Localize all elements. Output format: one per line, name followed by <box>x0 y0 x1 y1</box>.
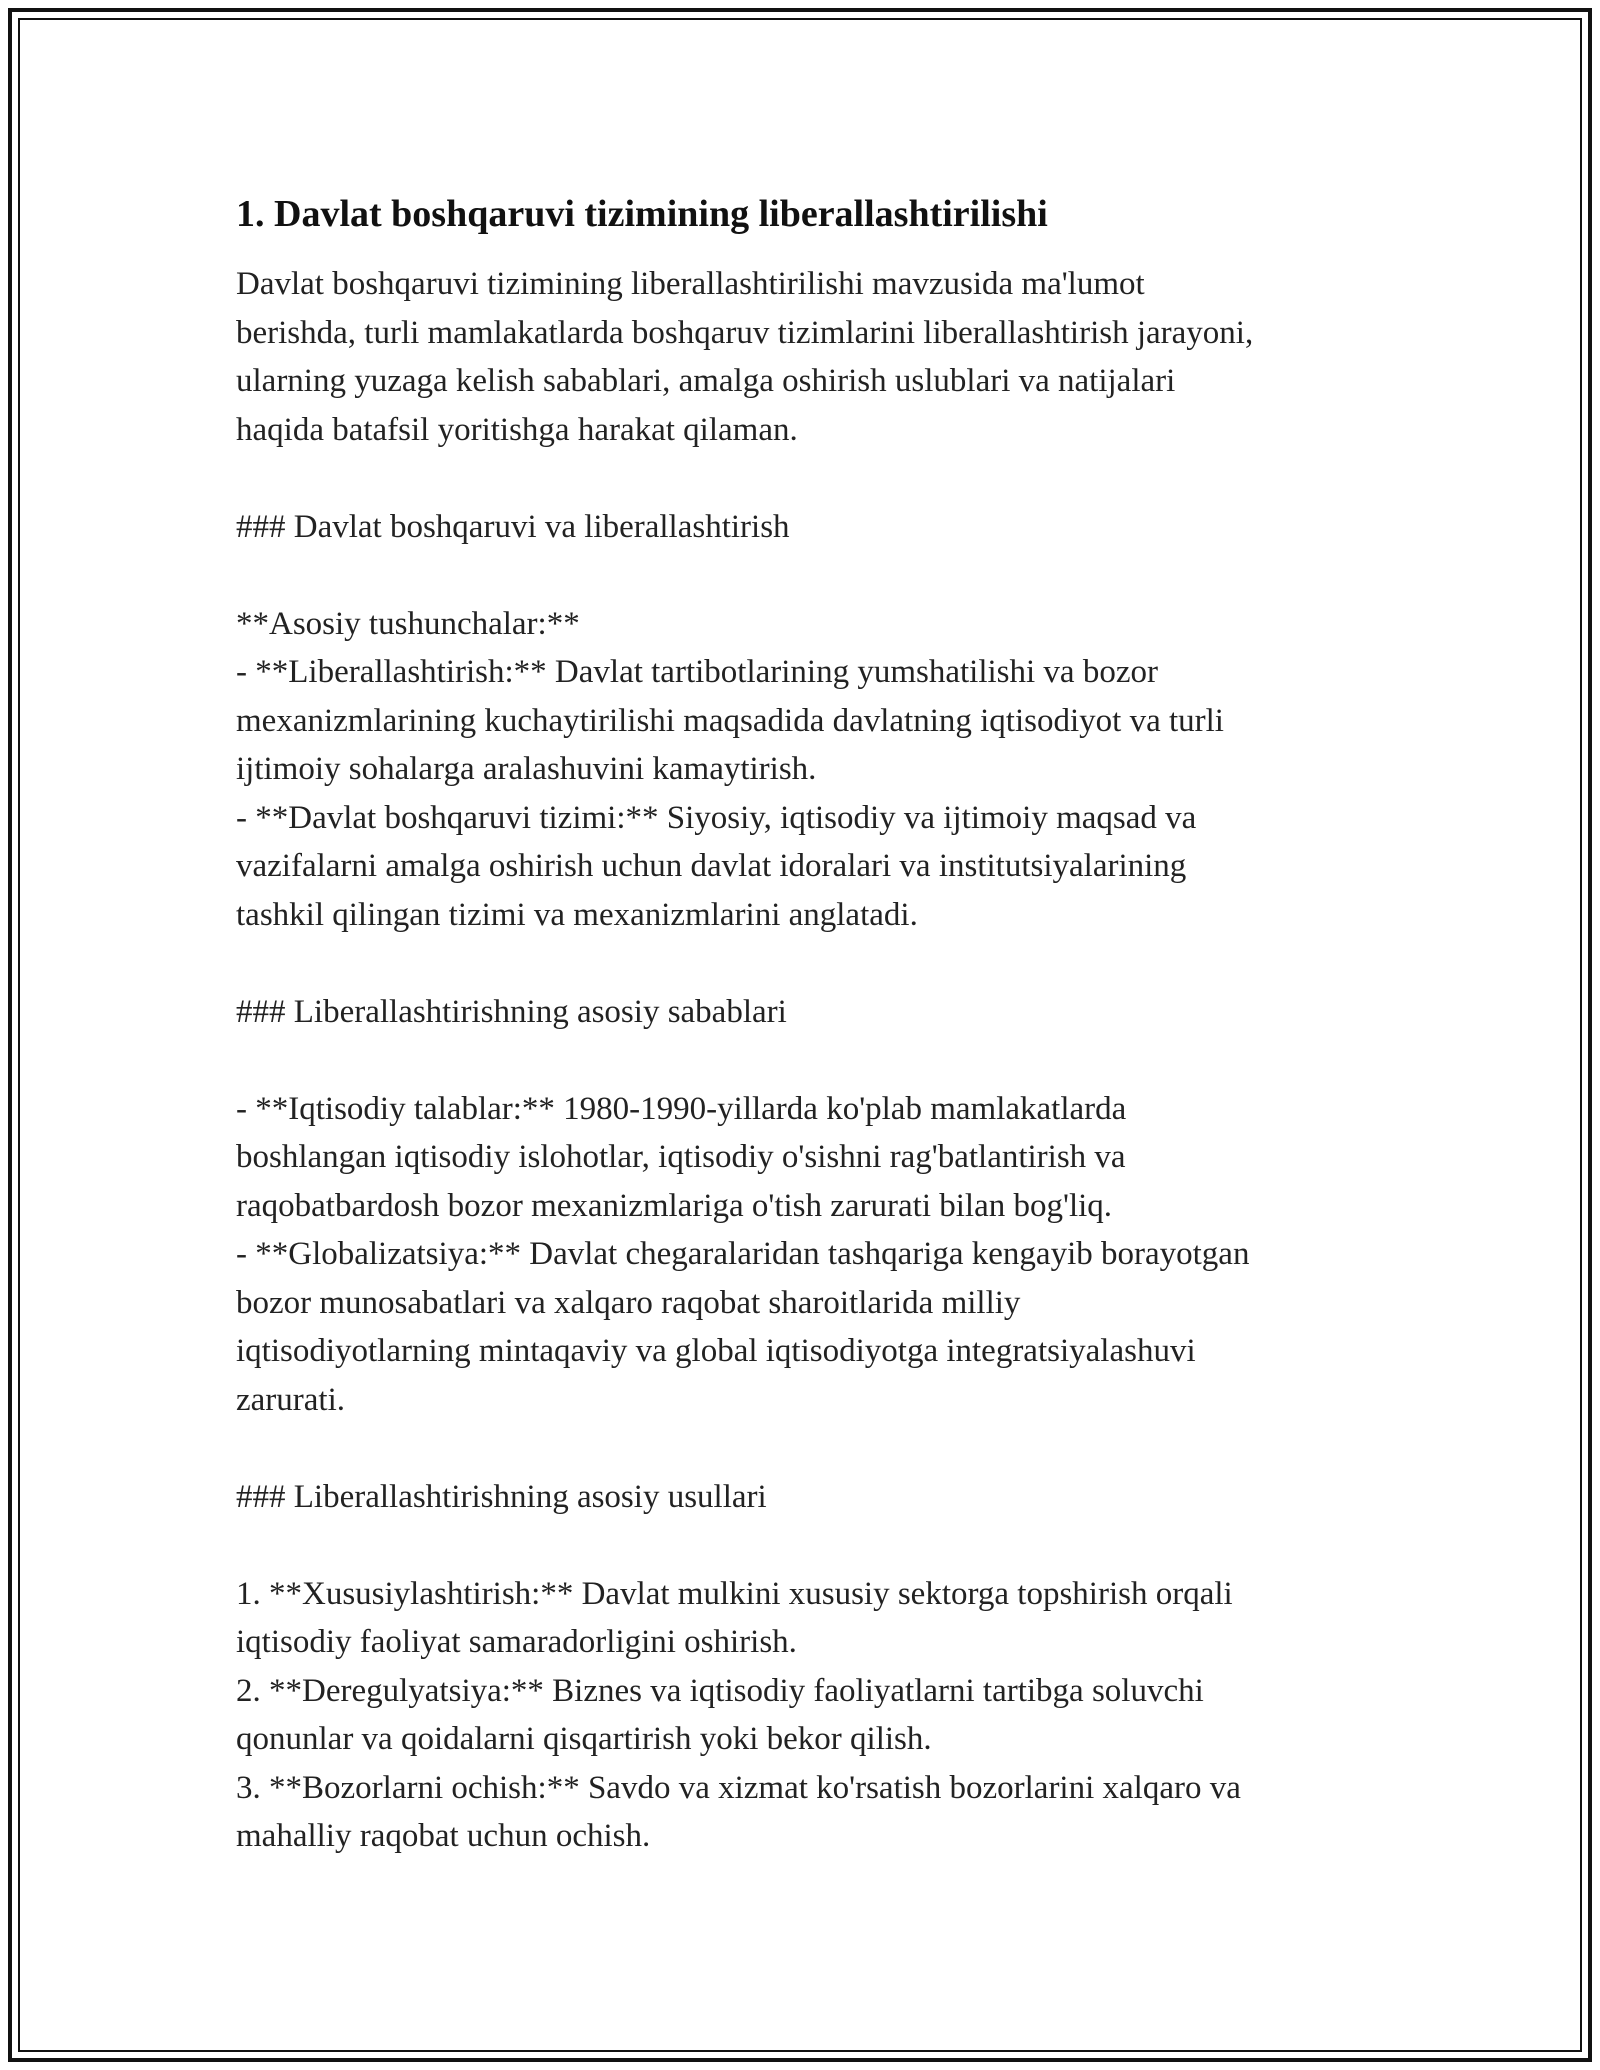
spacer <box>236 1424 1386 1473</box>
list-item: - **Liberallashtirish:** Davlat tartibotlarining yumshatilishi va bozor mexanizmlarining kuchaytirilishi maqsadida davlatning iqtisodiyot va turli ijtimoiy sohalarga aralashuvini kamaytirish. <box>236 654 1224 787</box>
spacer <box>236 551 1386 600</box>
section-heading: ### Liberallashtirishning asosiy usullari <box>236 1478 767 1515</box>
intro-paragraph: Davlat boshqaruvi tizimining liberallashtirilishi mavzusida ma'lumot berishda, turli mamlakatlarda boshqaruv tizimlarini liberallashtirish jarayoni, ularning yuzaga kelish sabablari, amalga oshirish uslublari va natijalari haqida batafsil yoritishga harakat qilaman. <box>236 266 1254 448</box>
list-item: - **Davlat boshqaruvi tizimi:** Siyosiy, iqtisodiy va ijtimoiy maqsad va vazifalarni amalga oshirish uchun davlat idoralari va institutsiyalarining tashkil qilingan tizimi va mexanizmlarini anglatadi. <box>236 799 1197 933</box>
document-title: 1. Davlat boshqaruvi tizimining liberallashtirilishi <box>236 193 1048 235</box>
section-subheading: **Asosiy tushunchalar:** <box>236 605 580 642</box>
list-item: - **Globalizatsiya:** Davlat chegaralaridan tashqariga kengayib borayotgan bozor munosabatlari va xalqaro raqobat sharoitlarida milliy iqtisodiyotlarning mintaqaviy va global iqtisodiyotga integratsiyalashuvi zarurati. <box>236 1236 1250 1418</box>
document-body <box>236 186 1386 1861</box>
list-item: - **Iqtisodiy talablar:** 1980-1990-yillarda ko'plab mamlakatlarda boshlangan iqtisodiy islohotlar, iqtisodiy o'sishni rag'batlantirish va raqobatbardosh bozor mexanizmlariga o'tish zarurati bilan bog'liq. <box>236 1090 1127 1224</box>
list-item: 2. **Deregulyatsiya:** Biznes va iqtisodiy faoliyatlarni tartibga soluvchi qonunlar va qoidalarni qisqartirish yoki bekor qilish. <box>236 1672 1204 1757</box>
list-item: 3. **Bozorlarni ochish:** Savdo va xizmat ko'rsatish bozorlarini xalqaro va mahalliy raqobat uchun ochish. <box>236 1769 1241 1854</box>
list-item: 1. **Xususiylashtirish:** Davlat mulkini xususiy sektorga topshirish orqali iqtisodiy faoliyat samaradorligini oshirish. <box>236 1575 1233 1660</box>
section-heading: ### Davlat boshqaruvi va liberallashtirish <box>236 508 790 545</box>
spacer <box>236 454 1386 503</box>
spacer <box>236 1521 1386 1570</box>
section-heading: ### Liberallashtirishning asosiy sabablari <box>236 993 787 1030</box>
spacer <box>236 1036 1386 1085</box>
spacer <box>236 939 1386 988</box>
